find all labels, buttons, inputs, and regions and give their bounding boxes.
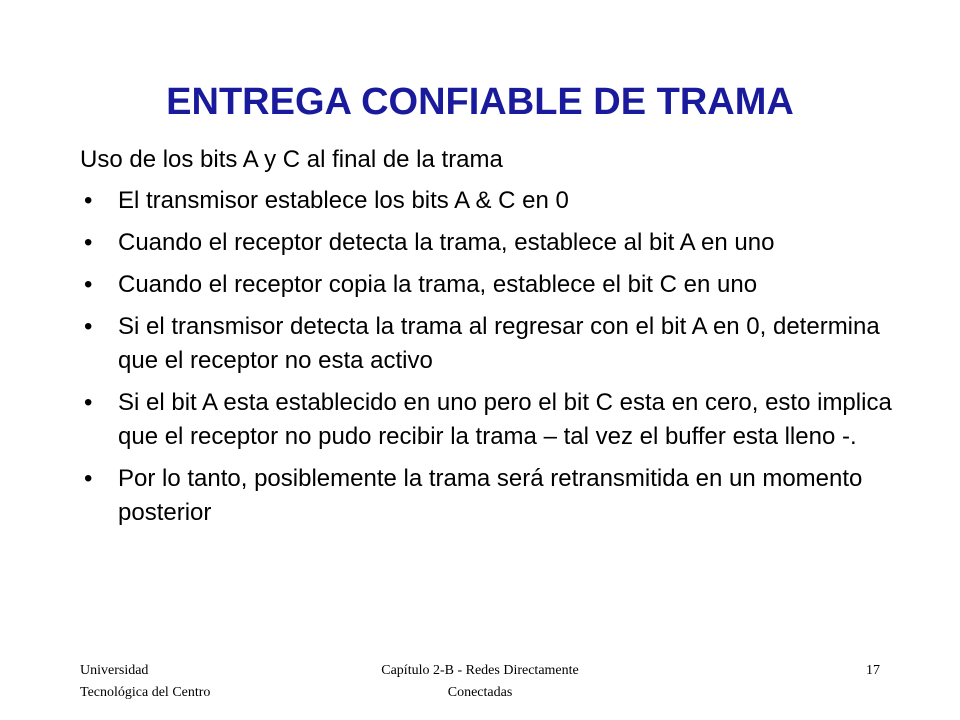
bullet-item [80, 226, 900, 260]
bullet-text: Cuando el receptor detecta la trama, establece al bit A en uno [118, 229, 775, 256]
bullet-item [80, 268, 900, 302]
bullet-list [80, 184, 900, 538]
bullet-text: Si el bit A esta establecido en uno pero el bit C esta en cero, esto implica que el receptor no pudo recibir la trama – tal vez el buffer esta lleno -. [118, 389, 892, 450]
footer-chapter [330, 660, 630, 704]
footer-chapter-line1: Capítulo 2-B - Redes Directamente [381, 663, 579, 678]
footer-institution-line2: Tecnológica del Centro [80, 685, 211, 700]
bullet-marker: • [84, 229, 93, 256]
bullet-marker: • [84, 389, 93, 416]
footer-institution-line1: Universidad [80, 663, 149, 678]
bullet-marker: • [84, 313, 93, 340]
bullet-text: El transmisor establece los bits A & C en 0 [118, 187, 569, 214]
bullet-marker: • [84, 465, 93, 492]
bullet-marker: • [84, 271, 93, 298]
bullet-text: Si el transmisor detecta la trama al regresar con el bit A en 0, determina que el receptor no esta activo [118, 313, 880, 374]
bullet-item [80, 386, 900, 454]
bullet-item [80, 462, 900, 530]
bullet-text: Por lo tanto, posiblemente la trama será retransmitida en un momento posterior [118, 465, 863, 526]
page-number: 17 [866, 663, 880, 678]
bullet-item [80, 310, 900, 378]
bullet-item [80, 184, 900, 218]
bullet-text: Cuando el receptor copia la trama, establece el bit C en uno [118, 271, 758, 298]
slide-title: ENTREGA CONFIABLE DE TRAMA [166, 81, 794, 123]
footer-institution [80, 660, 280, 704]
bullet-marker: • [84, 187, 93, 214]
footer-chapter-line2: Conectadas [447, 685, 513, 700]
intro-text: Uso de los bits A y C al final de la trama [80, 146, 503, 173]
